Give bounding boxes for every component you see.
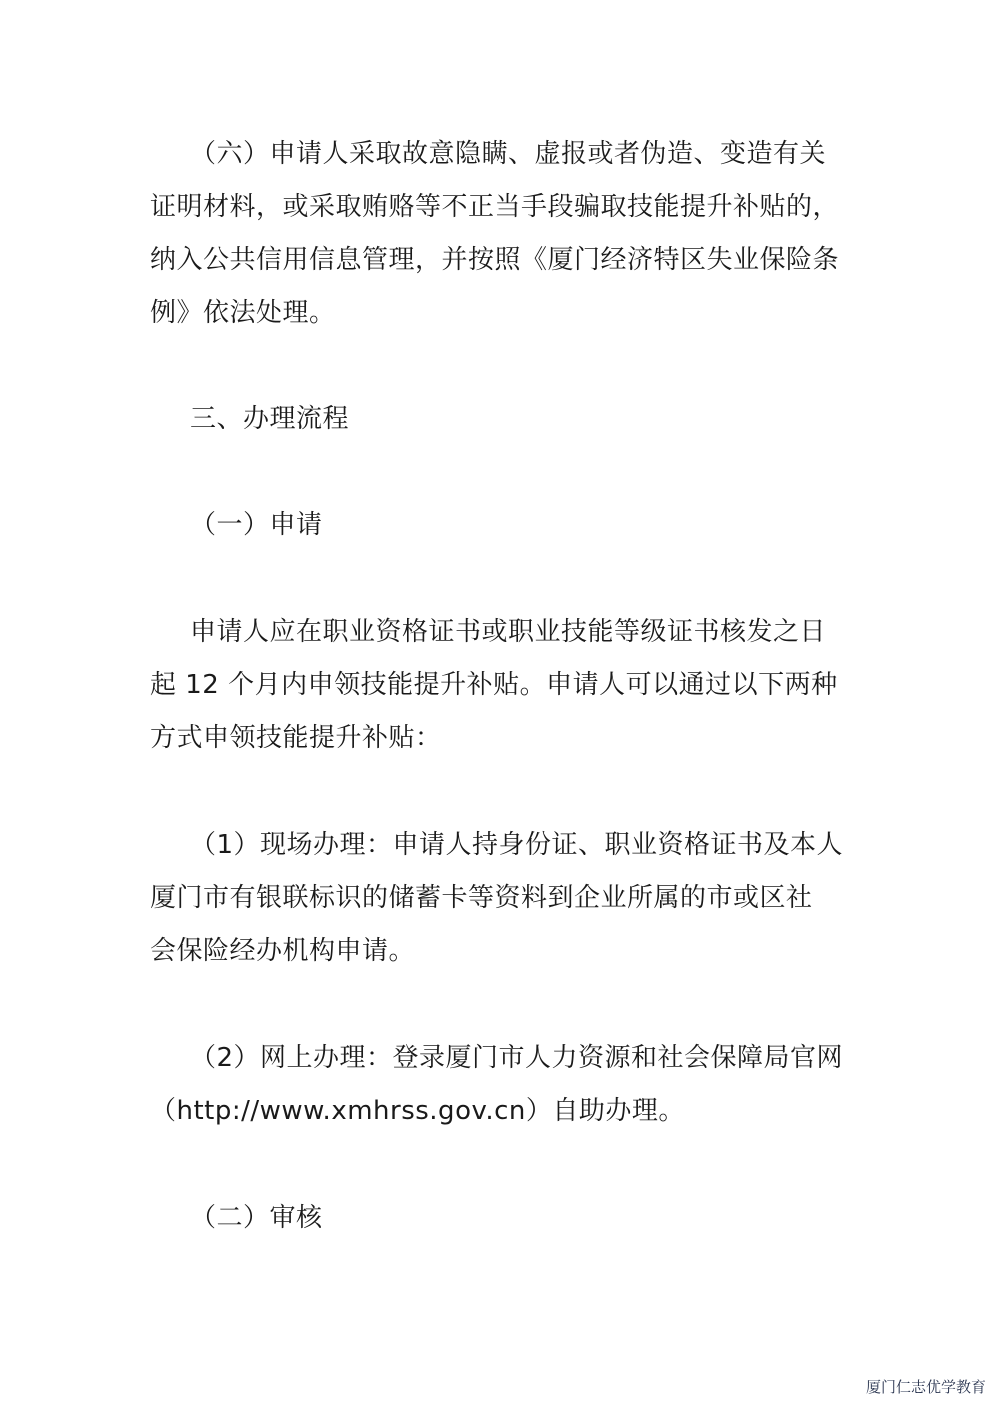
paragraph-6-line-2: 证明材料，或采取贿赂等不正当手段骗取技能提升补贴的， bbox=[150, 192, 840, 222]
onsite-line-2: 厦门市有银联标识的储蓄卡等资料到企业所属的市或区社 bbox=[150, 883, 813, 913]
apply-intro-line-3: 方式申领技能提升补贴： bbox=[150, 723, 442, 753]
online-line-2: （http://www.xmhrss.gov.cn）自助办理。 bbox=[150, 1096, 685, 1126]
paragraph-6-line-3: 纳入公共信用信息管理，并按照《厦门经济特区失业保险条 bbox=[150, 245, 840, 275]
onsite-line-3: 会保险经办机构申请。 bbox=[150, 936, 416, 966]
paragraph-6-line-4: 例》依法处理。 bbox=[150, 298, 336, 328]
apply-intro-line-2: 起 12 个月内申领技能提升补贴。申请人可以通过以下两种 bbox=[150, 670, 838, 700]
paragraph-6-line-1: （六）申请人采取故意隐瞒、虚报或者伪造、变造有关 bbox=[190, 139, 827, 169]
apply-intro-line-1: 申请人应在职业资格证书或职业技能等级证书核发之日 bbox=[190, 617, 827, 647]
subheading-review: （二）审核 bbox=[190, 1203, 323, 1233]
section-heading-process: 三、办理流程 bbox=[190, 404, 350, 434]
online-line-1: （2）网上办理：登录厦门市人力资源和社会保障局官网 bbox=[190, 1043, 844, 1073]
onsite-line-1: （1）现场办理：申请人持身份证、职业资格证书及本人 bbox=[190, 830, 844, 860]
watermark-text: 厦门仁志优学教育 bbox=[865, 1378, 986, 1396]
subheading-apply: （一）申请 bbox=[190, 510, 323, 540]
